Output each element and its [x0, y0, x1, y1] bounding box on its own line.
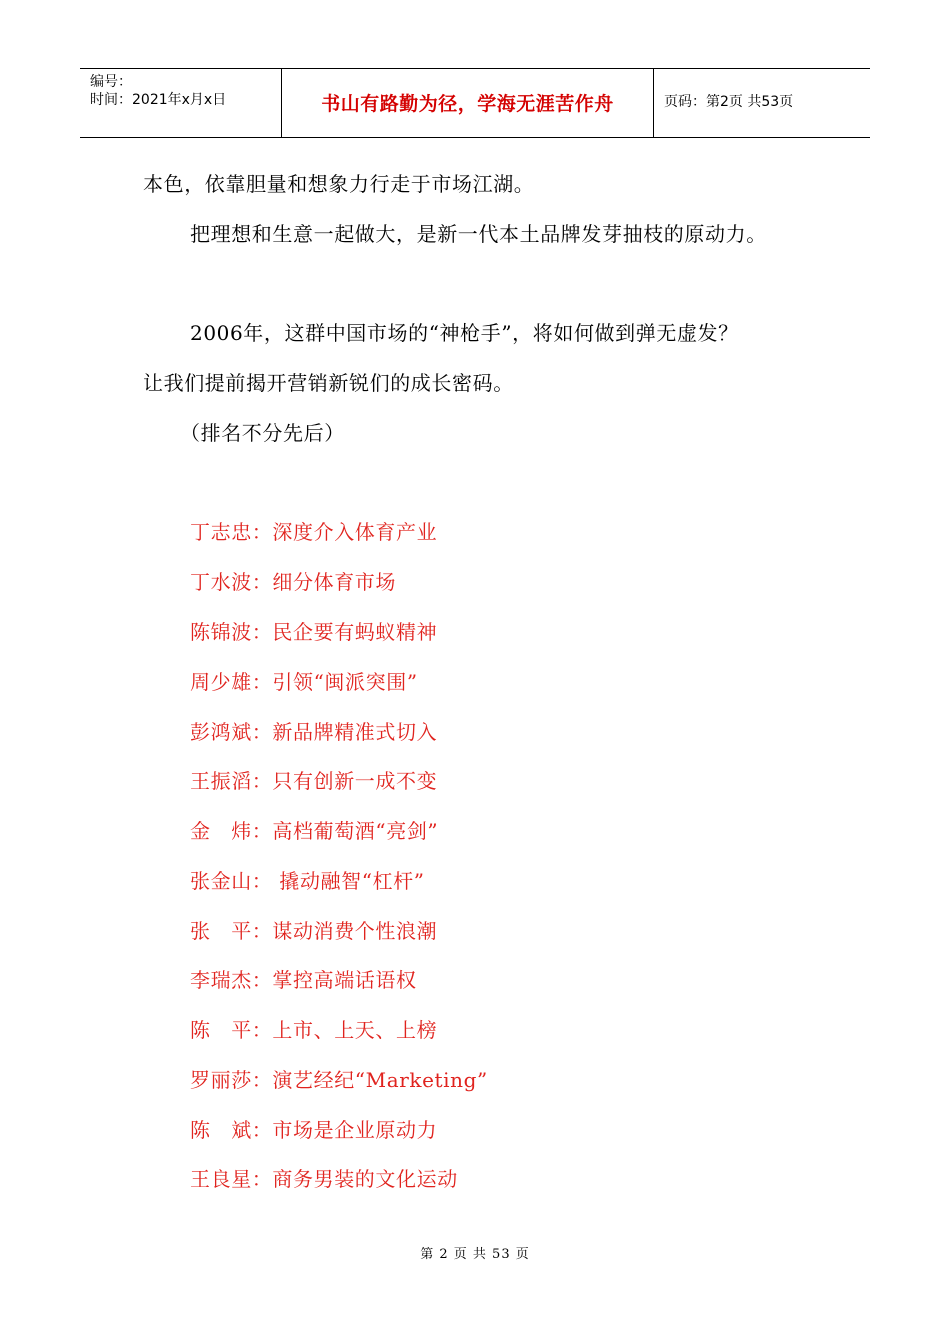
list-item: 陈锦波：民企要有蚂蚁精神	[190, 620, 438, 644]
paragraph-1: 本色，依靠胆量和想象力行走于市场江湖。	[143, 172, 535, 196]
list-item: 周少雄：引领“闽派突围”	[190, 670, 418, 694]
list-item: 彭鸿斌：新品牌精准式切入	[190, 720, 438, 744]
page-header	[80, 68, 870, 138]
header-meta-cell	[80, 69, 282, 137]
document-number-label: 编号：	[90, 74, 132, 90]
list-item: 李瑞杰：掌控高端话语权	[190, 968, 417, 992]
ranking-note: （排名不分先后）	[180, 421, 345, 445]
list-item: 金 炜：高档葡萄酒“亮剑”	[190, 819, 439, 843]
list-item: 丁水波：细分体育市场	[190, 570, 396, 594]
list-item: 王良星：商务男装的文化运动	[190, 1167, 458, 1191]
header-motto-cell	[282, 69, 654, 137]
document-date: 时间：2021年x月x日	[90, 92, 227, 108]
list-item: 丁志忠：深度介入体育产业	[190, 520, 438, 544]
list-item: 王振滔：只有创新一成不变	[190, 769, 438, 793]
list-item: 罗丽莎：演艺经纪“Marketing”	[190, 1068, 488, 1092]
header-page-cell	[654, 69, 870, 137]
paragraph-3-line-2: 让我们提前揭开营销新锐们的成长密码。	[143, 371, 514, 395]
header-motto: 书山有路勤为径，学海无涯苦作舟	[321, 93, 614, 115]
header-page-info: 页码：第2页 共53页	[664, 94, 794, 110]
page-footer: 第 2 页 共 53 页	[420, 1247, 530, 1262]
paragraph-3-line-1: 2006年，这群中国市场的“神枪手”，将如何做到弹无虚发？	[190, 321, 739, 345]
list-item: 张 平：谋动消费个性浪潮	[190, 919, 438, 943]
list-item: 陈 平：上市、上天、上榜	[190, 1018, 438, 1042]
list-item: 陈 斌：市场是企业原动力	[190, 1118, 438, 1142]
list-item: 张金山： 撬动融智“杠杆”	[190, 869, 425, 893]
paragraph-2: 把理想和生意一起做大，是新一代本土品牌发芽抽枝的原动力。	[190, 222, 767, 246]
